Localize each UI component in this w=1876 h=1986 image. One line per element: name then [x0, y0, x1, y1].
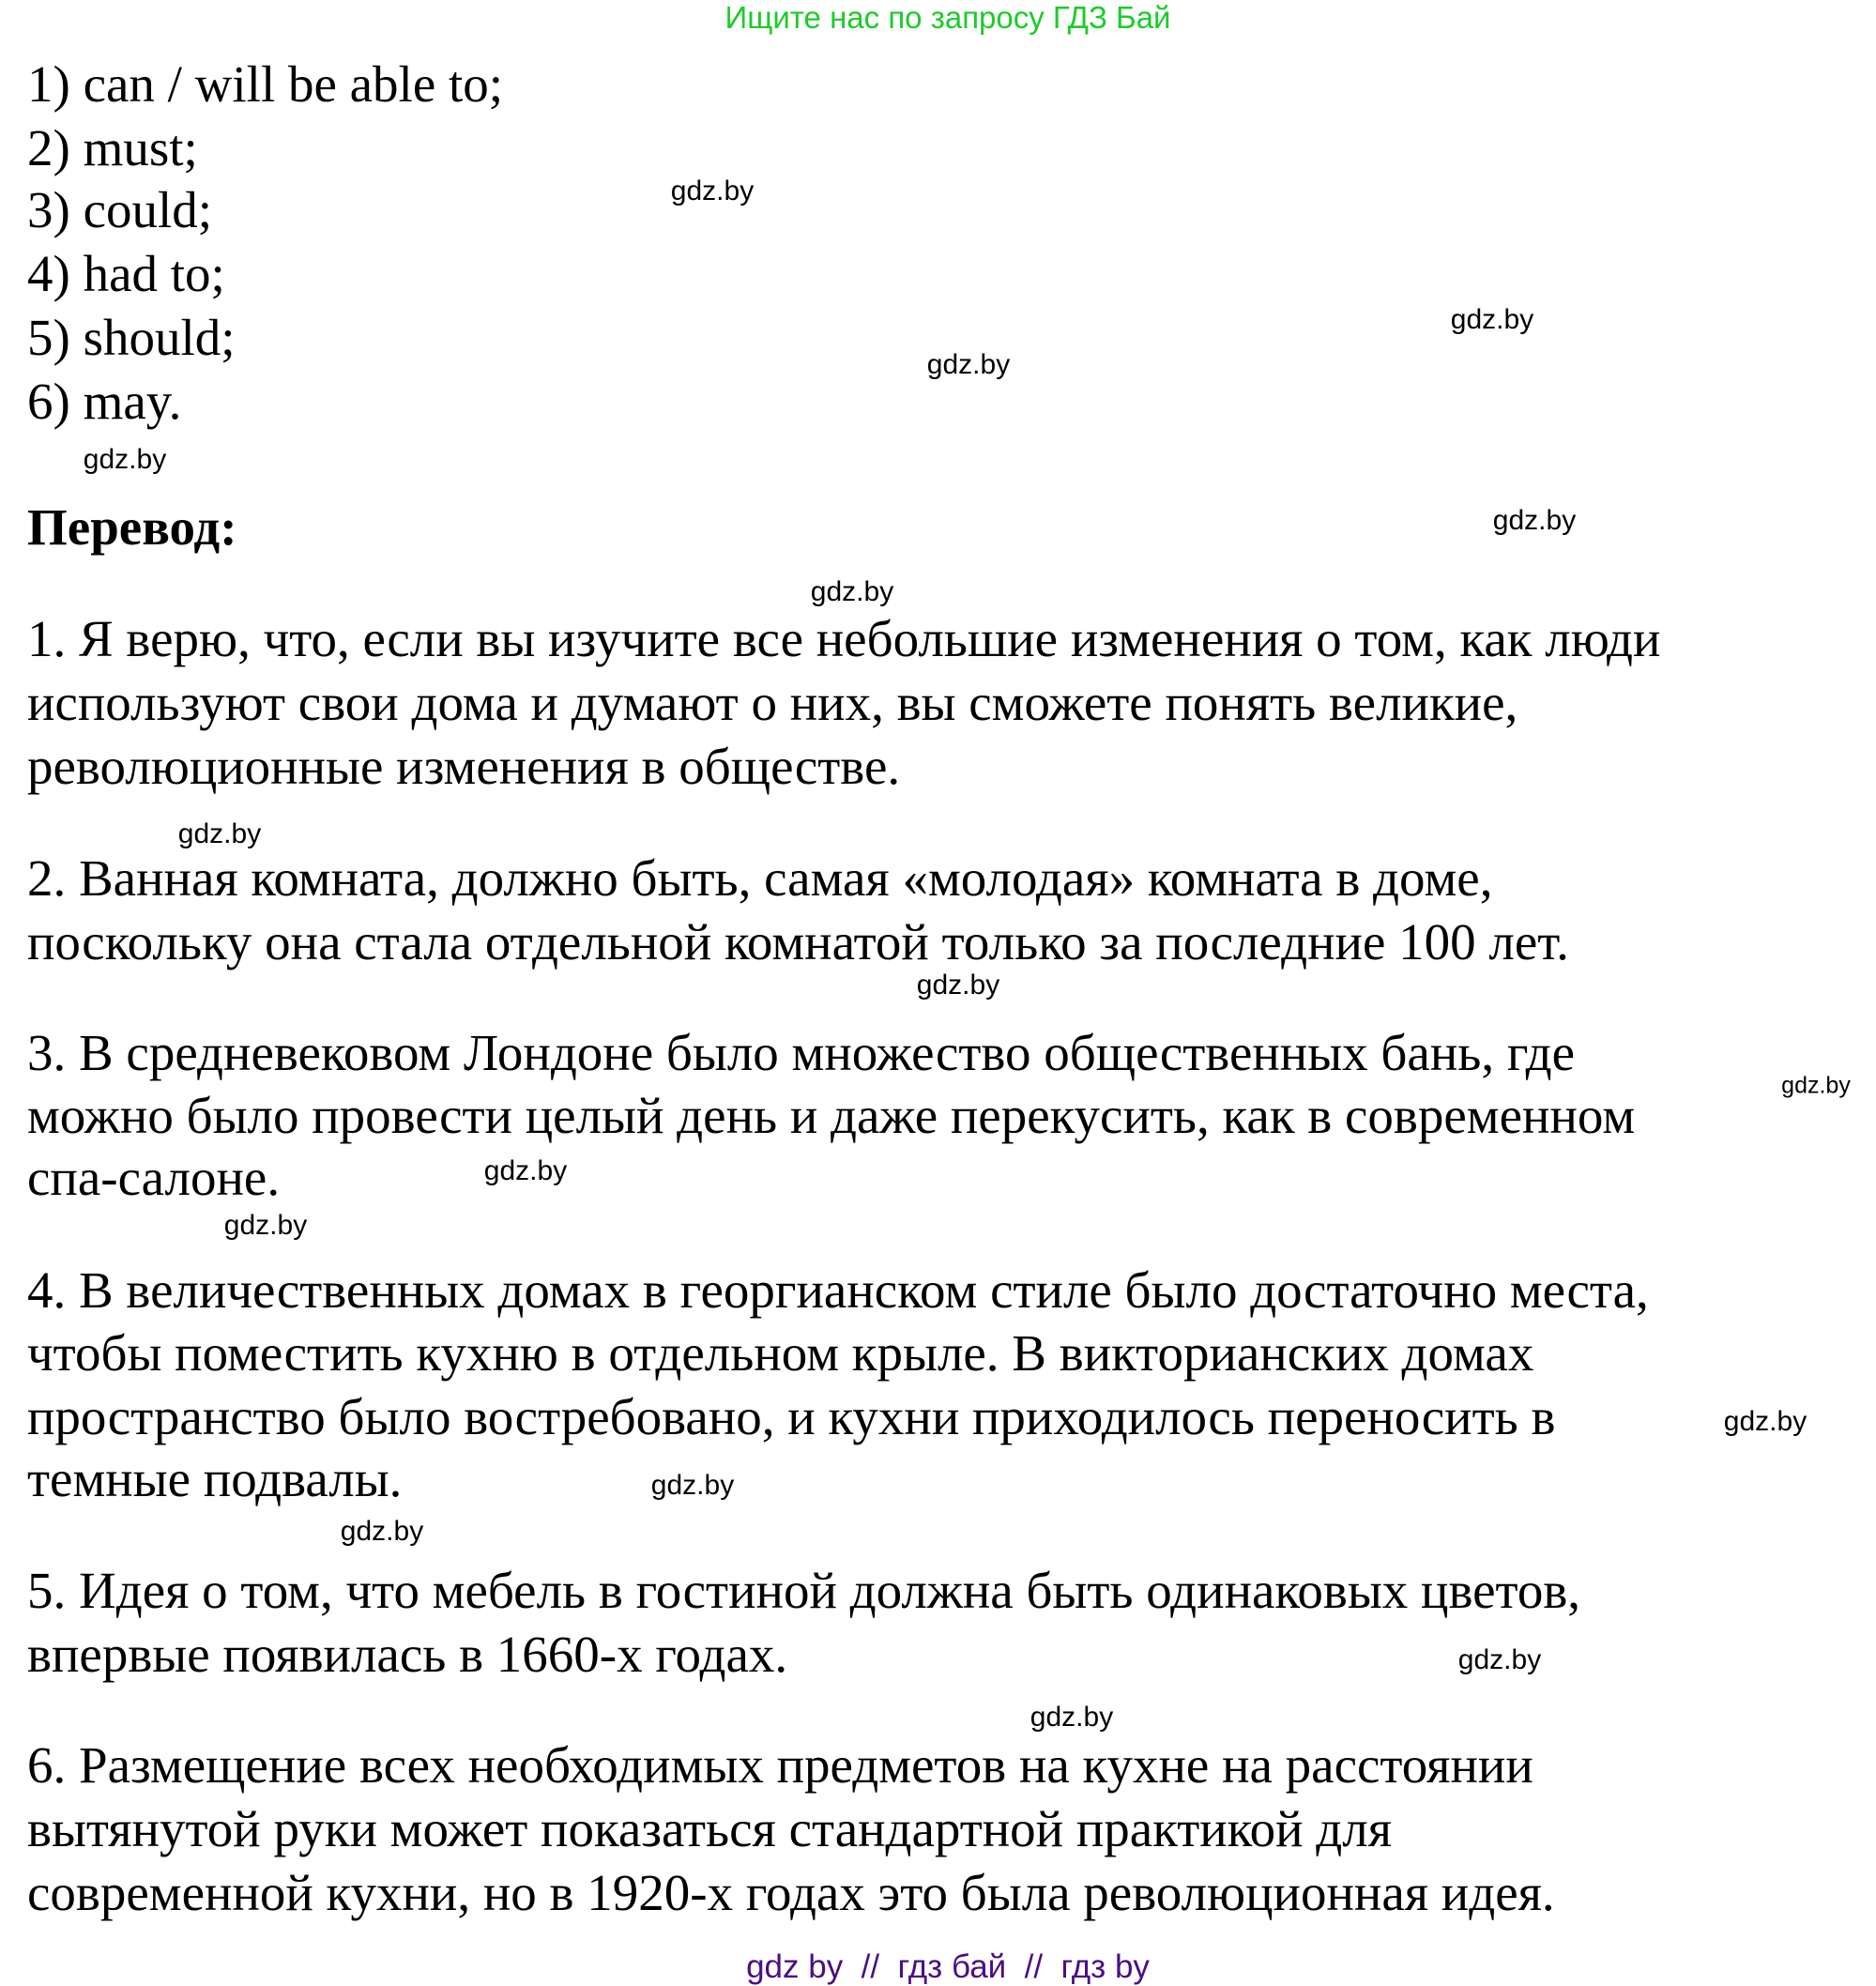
watermark: gdz.by: [926, 349, 1011, 380]
paragraph-line: поскольку она стала отдельной комнатой только за последние 100 лет.: [27, 913, 1569, 970]
watermark: gdz.by: [177, 818, 262, 849]
paragraph-line: 6. Размещение всех необходимых предметов на кухне на расстоянии: [27, 1736, 1533, 1794]
watermark: gdz.by: [1030, 1702, 1114, 1733]
watermark: gdz.by: [1781, 1072, 1851, 1099]
answer-line: 2) must;: [27, 119, 198, 176]
paragraph-line: 3. В средневековом Лондоне было множество общественных бань, где: [27, 1024, 1576, 1081]
answer-line: 6) may.: [27, 373, 182, 430]
watermark: gdz.by: [810, 576, 894, 607]
answer-line: 1) can / will be able to;: [27, 55, 504, 113]
paragraph-line: 2. Ванная комната, должно быть, самая «молодая» комната в доме,: [27, 849, 1493, 907]
paragraph-line: 4. В величественных домах в георгианском стиле было достаточно места,: [27, 1261, 1649, 1319]
answer-line: 5) should;: [27, 309, 236, 366]
translation-heading: Перевод:: [27, 498, 237, 556]
footer-links: gdz by // гдз бай // гдз by: [746, 1948, 1150, 1985]
watermark: gdz.by: [916, 970, 1000, 1001]
answer-line: 3) could;: [27, 181, 213, 238]
watermark: gdz.by: [1450, 304, 1534, 335]
paragraph-line: впервые появилась в 1660-х годах.: [27, 1626, 788, 1683]
paragraph-line: 1. Я верю, что, если вы изучите все небольшие изменения о том, как люди: [27, 610, 1661, 667]
paragraph-line: революционные изменения в обществе.: [27, 738, 901, 795]
site-banner: Ищите нас по запросу ГДЗ Бай: [724, 0, 1171, 35]
answer-line: 4) had to;: [27, 245, 225, 302]
watermark: gdz.by: [650, 1470, 735, 1501]
paragraph-line: современной кухни, но в 1920-х годах это была революционная идея.: [27, 1864, 1555, 1921]
paragraph-line: можно было провести целый день и даже перекусить, как в современном: [27, 1087, 1636, 1144]
watermark: gdz.by: [483, 1155, 568, 1186]
paragraph-line: используют свои дома и думают о них, вы сможете понять великие,: [27, 674, 1518, 731]
watermark: gdz.by: [340, 1516, 424, 1547]
paragraph-line: пространство было востребовано, и кухни приходилось переносить в: [27, 1388, 1556, 1445]
watermark: gdz.by: [1492, 505, 1577, 536]
watermark: gdz.by: [1723, 1406, 1807, 1437]
paragraph-line: 5. Идея о том, что мебель в гостиной должна быть одинаковых цветов,: [27, 1562, 1581, 1619]
watermark: gdz.by: [83, 444, 167, 475]
paragraph-line: спа-салоне.: [27, 1149, 281, 1206]
watermark: gdz.by: [1457, 1644, 1542, 1675]
paragraph-line: чтобы поместить кухню в отдельном крыле. В викторианских домах: [27, 1324, 1534, 1382]
paragraph-line: темные подвалы.: [27, 1450, 403, 1507]
watermark: gdz.by: [670, 176, 755, 206]
watermark: gdz.by: [223, 1210, 308, 1241]
paragraph-line: вытянутой руки может показаться стандартной практикой для: [27, 1800, 1393, 1857]
